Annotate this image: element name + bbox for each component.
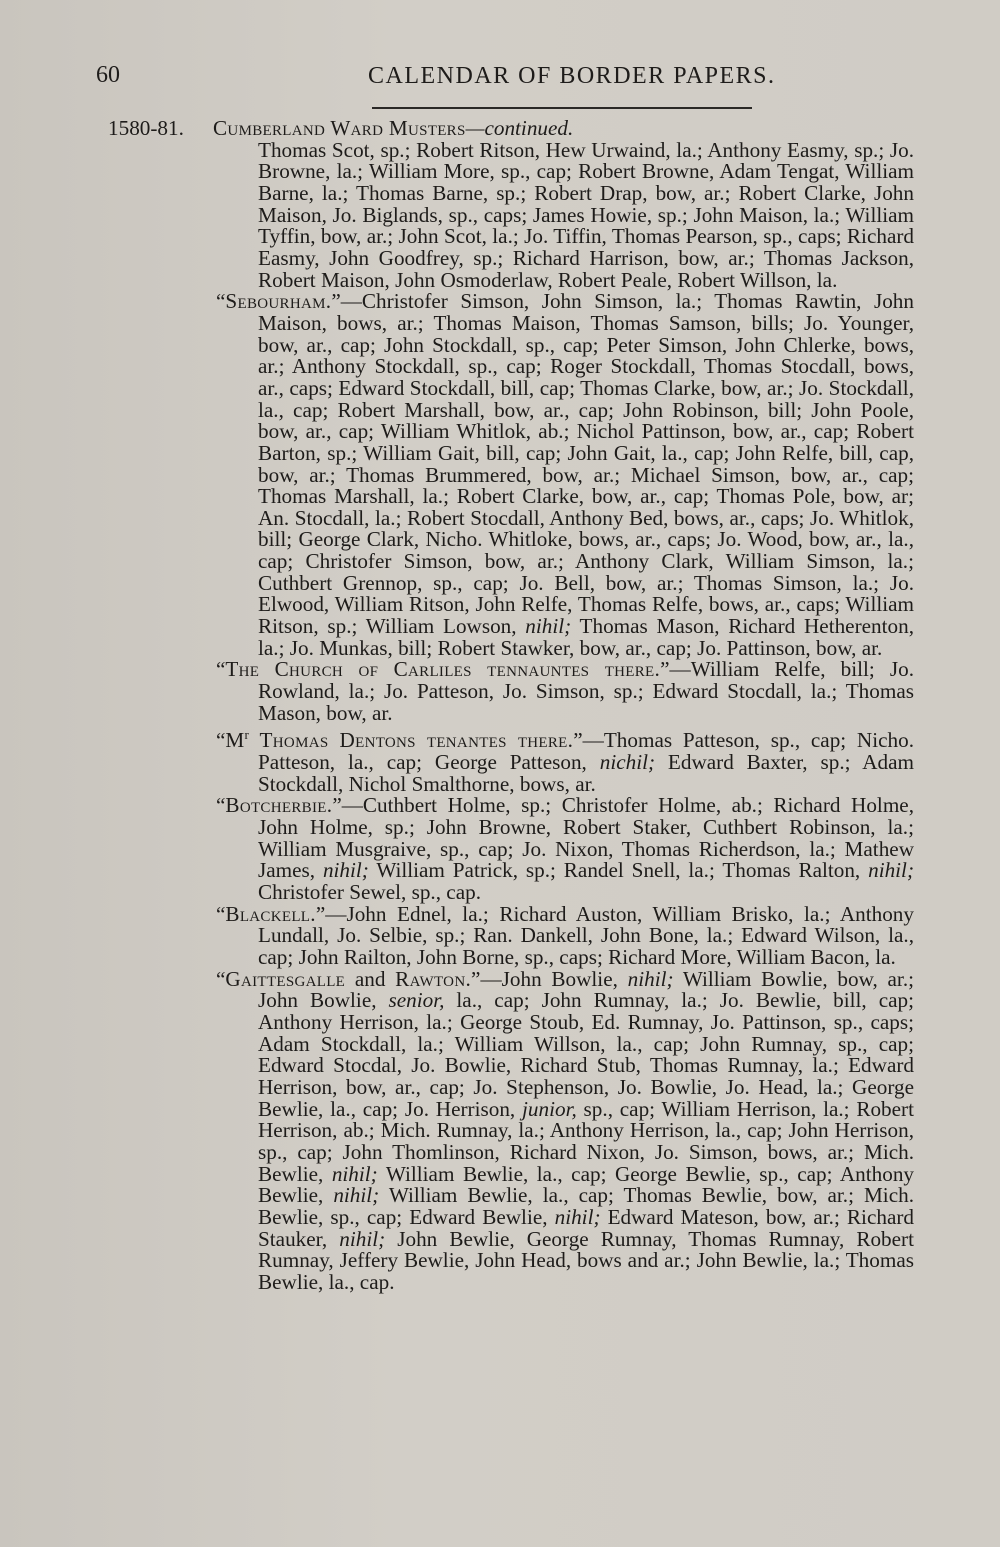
place-title: Botcherbie.: [225, 793, 333, 818]
paragraph-text: la., cap; John Rumnay, la.; Jo. Bewlie, bill, cap; Anthony Herrison, la.; George Stoub, Ed. Rumnay, Jo. Pattinson, sp., caps; Adam Stockdall, la.; William Willson, la., cap; John Rumnay, sp., cap; Edward Stocdal, Jo. Bowlie, Richard Stub, Thomas Rumnay, la.; Edward Herrison, bow, ar., cap; Jo. Stephenson, Jo. Bowlie, Jo. Head, la.; George Bewlie, la., cap; Jo. Herrison,: [258, 988, 914, 1121]
open-quote: “: [216, 728, 226, 753]
close-quote: ”: [331, 289, 341, 314]
entry-heading-row: [108, 118, 914, 140]
nihil-note: nihil;: [322, 858, 369, 883]
close-quote: ”: [471, 966, 481, 991]
muster-paragraph-botcherbie: [108, 795, 914, 903]
close-quote: ”: [332, 793, 342, 818]
open-quote: “: [216, 289, 226, 314]
paragraph-text: —John Bowlie,: [480, 966, 628, 991]
place-title: Blackell.: [225, 901, 316, 926]
close-quote: ”: [660, 657, 670, 682]
title-conjunction: and: [345, 966, 396, 991]
close-quote: ”: [573, 728, 583, 753]
place-title-second: Rawton.: [395, 966, 472, 991]
paragraph-text: Edward Mateson, bow, ar.; Richard Stauker,: [258, 1204, 914, 1251]
place-title-prefix: M: [225, 728, 245, 753]
paragraph-text: —John Ednel, la.; Richard Auston, William Brisko, la.; Anthony Lundall, Jo. Selbie, sp.; Ran. Dankell, John Bone, la.; Edward Wilson, la., cap; John Railton, John Borne, sp., caps; Richard More, William Bacon, la.: [258, 901, 914, 969]
paragraph-text: John Bewlie, George Rumnay, Thomas Rumnay, Robert Rumnay, Jeffery Bewlie, John Head, bows and ar.; John Bewlie, la.; Thomas Bewlie, la., cap.: [258, 1226, 914, 1294]
place-title: The Church of Carliles tennauntes there.: [225, 657, 661, 682]
paragraph-text-continued: Thomas Mason, Richard Hetherenton, la.; Jo. Munkas, bill; Robert Stawker, bow, ar., cap; Jo. Pattinson, bow, ar.: [258, 614, 915, 660]
paragraph-text: —William Relfe, bill; Jo. Rowland, la.; Jo. Patteson, Jo. Simson, sp.; Edward Stocdall, la.; Thomas Mason, bow, ar.: [258, 657, 914, 725]
place-title: Thomas Dentons tenantes there.: [248, 728, 574, 753]
senior-note: senior,: [388, 988, 445, 1013]
paragraph-text-end: Christofer Sewel, sp., cap.: [258, 880, 482, 905]
nihil-note: nihil;: [525, 614, 572, 639]
paragraph-text-continued: Edward Baxter, sp.; Adam Stockdall, Nichol Smalthorne, bows, ar.: [258, 750, 914, 796]
muster-paragraph-unnamed: [108, 137, 914, 292]
muster-paragraph-thomas-denton: [108, 724, 914, 795]
entry-heading: [213, 118, 573, 140]
entry-year: 1580-81.: [108, 116, 184, 140]
paragraph-text: sp., cap; William Herrison, la.; Robert Herrison, ab.; Mich. Rumnay, la.; Anthony Herrison, la., cap; John Herrison, sp., cap; John Thomlinson, Richard Nixon, Jo. Simson, bows, ar.; Mich. Bewlie,: [258, 1096, 914, 1186]
superscript-r: r: [244, 727, 249, 743]
nihil-note: nihil;: [339, 1226, 386, 1251]
running-title: CALENDAR OF BORDER PAPERS.: [368, 63, 776, 89]
nihil-note: nihil;: [627, 966, 674, 991]
paragraph-text: William Bowlie, bow, ar.; John Bowlie,: [258, 966, 915, 1013]
paragraph-text: —Thomas Patteson, sp., cap; Nicho. Patteson, la., cap; George Patteson,: [258, 728, 915, 775]
muster-paragraph-gaittesgalle-rawton: [108, 966, 915, 1294]
junior-note: junior,: [522, 1096, 577, 1121]
place-title-first: Gaittesgalle: [225, 966, 346, 991]
place-title: Sebourham.: [225, 289, 332, 314]
page-body: [108, 118, 914, 1294]
paragraph-text: William Bewlie, la., cap; Thomas Bewlie, bow, ar.; Mich. Bewlie, sp., cap; Edward Bewlie,: [258, 1183, 914, 1229]
nihil-note: nihil;: [554, 1204, 601, 1229]
paragraph-text: —Cuthbert Holme, sp.; Christofer Holme, ab.; Richard Holme, John Holme, sp.; John Browne, Robert Staker, Cuthbert Robinson, la.; William Musgraive, sp., cap; Jo. Nixon, Thomas Richerdson, la.; Mathew James,: [258, 793, 914, 883]
nihil-note: nihil;: [331, 1161, 378, 1186]
open-quote: “: [216, 793, 226, 818]
nichil-note: nichil;: [599, 750, 656, 775]
open-quote: “: [216, 966, 226, 991]
close-quote: ”: [315, 901, 326, 926]
muster-paragraph-church-of-carlile: [108, 659, 914, 724]
paragraph-text: —Christofer Simson, John Simson, la.; Thomas Rawtin, John Maison, bows, ar.; Thomas Maison, Thomas Samson, bills; Jo. Younger, bow, ar., cap; John Stockdall, sp., cap; Peter Simson, John Chlerke, bows, ar.; Anthony Stockdall, sp., cap; Roger Stockdall, Thomas Stocdall, bows, ar., caps; Edward Stockdall, bill, cap; Thomas Clarke, bow, ar.; Jo. Stockdall, la., cap; Robert Marshall, bow, ar., cap; John Robinson, bill; John Poole, bow, ar., cap; William Whitlok, ab.; Nichol Pattinson, bow, ar., cap; Robert Barton, sp.; William Gait, bill, cap; John Gait, la., cap; John Relfe, bill, cap, bow, ar.; Thomas Brummered, bow, ar.; Michael Simson, bow, ar., cap; Thomas Marshall, la.; Robert Clarke, bow, ar., cap; Thomas Pole, bow, ar; An. Stocdall, la.; Robert Stocdall, Anthony Bed, bows, ar., caps; Jo. Whitlok, bill; George Clark, Nicho. Whitloke, bows, ar., caps; Jo. Wood, bow, ar., la., cap; Christofer Simson, bow, ar.; Anthony Clark, William Simson, la.; Cuthbert Grennop, sp., cap; Jo. Bell, bow, ar.; Thomas Simson, la.; Jo. Elwood, William Ritson, John Relfe, Thomas Relfe, bows, ar., caps; William Ritson, sp.; William Lowson,: [258, 289, 914, 639]
entry-heading-suffix: —continued.: [465, 116, 574, 140]
header-rule: [372, 107, 752, 109]
paragraph-text: William Bewlie, la., cap; George Bewlie, sp., cap; Anthony Bewlie,: [258, 1161, 915, 1208]
muster-paragraph-blackell: [108, 901, 914, 969]
nihil-note: nihil;: [333, 1183, 380, 1208]
entry-heading-title: Cumberland Ward Musters: [213, 116, 466, 140]
paragraph-text: Thomas Scot, sp.; Robert Ritson, Hew Urwaind, la.; Anthony Easmy, sp.; Jo. Browne, la.; William More, sp., cap; Robert Browne, Adam Tengat, William Barne, la.; Thomas Barne, sp.; Robert Drap, bow, ar.; Robert Clarke, John Maison, Jo. Biglands, sp., caps; James Howie, sp.; John Maison, la.; William Tyffin, bow, ar.; John Scot, la.; Jo. Tiffin, Thomas Pearson, sp., caps; Richard Easmy, John Goodfrey, sp.; Richard Harrison, bow, ar.; Thomas Jackson, Robert Maison, John Osmoderlaw, Robert Peale, Robert Willson, la.: [258, 137, 914, 292]
paragraph-text-continued: William Patrick, sp.; Randel Snell, la.; Thomas Ralton,: [368, 858, 869, 883]
page-number: 60: [96, 62, 120, 88]
open-quote: “: [216, 657, 226, 682]
muster-paragraph-sebourham: [108, 291, 914, 659]
nihil-note: nihil;: [868, 858, 914, 883]
open-quote: “: [216, 901, 226, 926]
